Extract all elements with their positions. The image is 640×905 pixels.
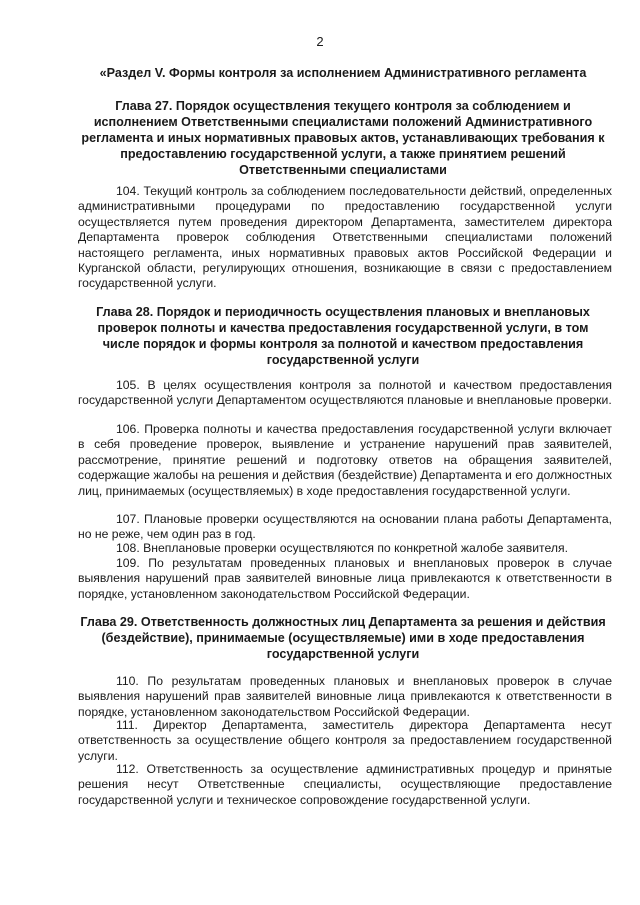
paragraph-109: 109. По результатам проведенных плановых и внеплановых проверок в случае выявления нарушений прав заявителей виновные лица привлекаются к ответственности в порядке, установленном законодательством Российской Федерации. xyxy=(78,556,612,601)
paragraph-106: 106. Проверка полноты и качества предоставления государственной услуги включает в себя проведение проверок, выявление и устранение нарушений прав заявителей, рассмотрение, принятие решений и подготовку ответов на обращения заявителей, содержащие жалобы на решения и действия (бездействие) Департамента и его должностных лиц, принимаемых (осуществляемых) в ходе предоставления государственной услуги. xyxy=(78,422,613,498)
paragraph-104: 104. Текущий контроль за соблюдением последовательности действий, определенных административными процедурами по предоставлению государственной услуги осуществляется путем проведения директором Департамента, заместителем директора Департамента проверок соблюдения Ответственными специалистами положений настоящего регламента, иных нормативных правовых актов Российской Федерации и Курганской области, регулирующих отношения, возникающие в связи с предоставлением государственной услуги. xyxy=(78,184,612,291)
paragraph-108: 108. Внеплановые проверки осуществляются по конкретной жалобе заявителя. xyxy=(116,541,568,555)
paragraph-107: 107. Плановые проверки осуществляются на основании плана работы Департамента, но не реже, чем один раз в год. xyxy=(78,512,612,542)
paragraph-111: 111. Директор Департамента, заместитель директора Департамента несут ответственность за осуществление общего контроля за предоставлением государственной услуги. xyxy=(78,718,612,763)
section-title: «Раздел V. Формы контроля за исполнением Административного регламента xyxy=(99,66,587,80)
chapter-27-heading: Глава 27. Порядок осуществления текущего контроля за соблюдением и исполнением Ответственными специалистами положений Административного регламента и иных нормативных правовых актов, устанавливающих требования к предоставлению государственной услуги, а также принятием решений Ответственными специалистами xyxy=(81,99,605,177)
chapter-29-heading: Глава 29. Ответственность должностных лиц Департамента за решения и действия (бездействие), принимаемые (осуществляемые) ими в ходе предоставления государственной услуги xyxy=(80,615,606,661)
page-number: 2 xyxy=(316,34,324,49)
paragraph-110: 110. По результатам проведенных плановых и внеплановых проверок в случае выявления нарушений прав заявителей виновные лица привлекаются к ответственности в порядке, установленном законодательством Российской Федерации. xyxy=(78,674,612,719)
paragraph-112: 112. Ответственность за осуществление административных процедур и принятые решения несут Ответственные специалисты, осуществляющие предоставление государственной услуги и техническое сопровождение государственной услуги. xyxy=(78,762,612,807)
paragraph-105: 105. В целях осуществления контроля за полнотой и качеством предоставления государственной услуги Департаментом осуществляются плановые и внеплановые проверки. xyxy=(78,378,612,408)
chapter-28-heading: Глава 28. Порядок и периодичность осуществления плановых и внеплановых проверок полноты и качества предоставления государственной услуги, в том числе порядок и формы контроля за полнотой и качеством предоставления государственной услуги xyxy=(96,305,590,367)
